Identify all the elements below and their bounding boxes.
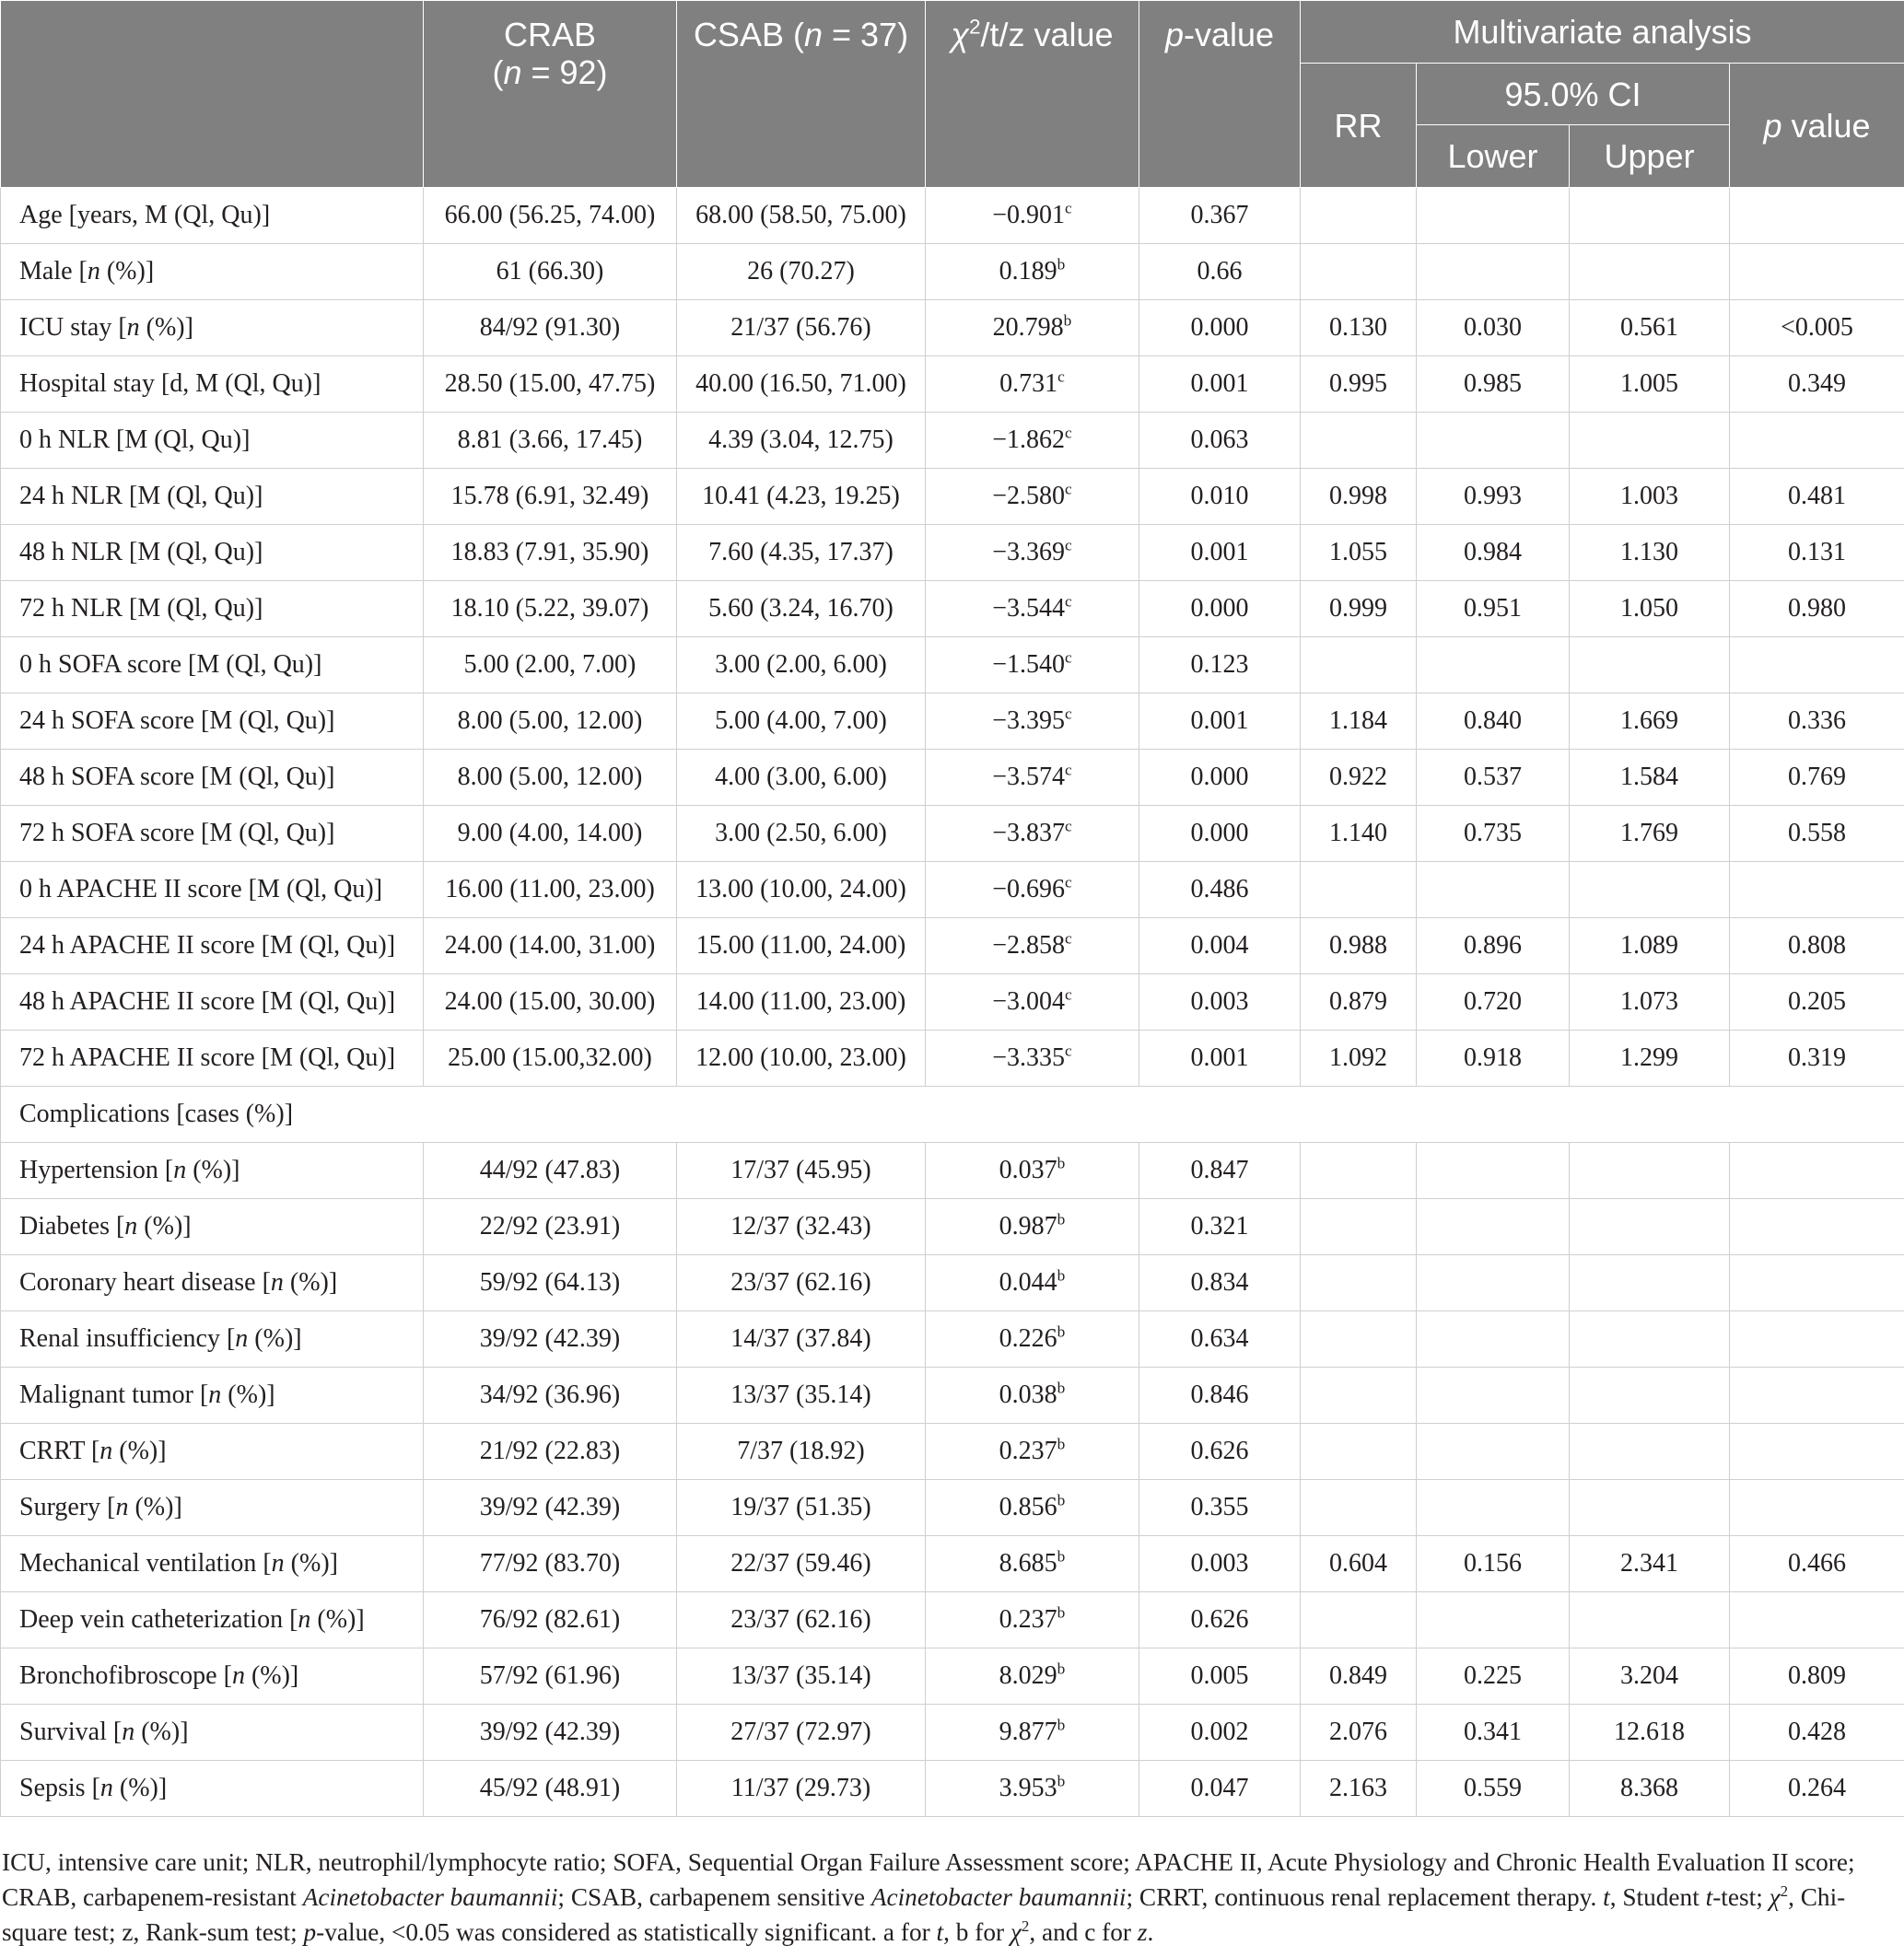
crab-value: 39/92 (42.39) bbox=[424, 1480, 677, 1536]
table-row bbox=[1, 974, 1904, 1031]
p-value: 0.626 bbox=[1139, 1592, 1301, 1648]
crab-value: 39/92 (42.39) bbox=[424, 1705, 677, 1761]
ci-lower-value bbox=[1417, 1255, 1570, 1311]
table-row bbox=[1, 525, 1904, 581]
crab-value: 59/92 (64.13) bbox=[424, 1255, 677, 1311]
row-label: 24 h APACHE II score [M (Ql, Qu)] bbox=[1, 918, 424, 974]
multivariate-p-value: 0.205 bbox=[1730, 974, 1904, 1031]
p-value: 0.626 bbox=[1139, 1424, 1301, 1480]
table-row bbox=[1, 750, 1904, 806]
header-ci-upper: Upper bbox=[1570, 125, 1730, 188]
stat-value: −0.901$^c$ bbox=[926, 188, 1139, 244]
stat-value: 0.189$^b$ bbox=[926, 244, 1139, 300]
csab-value: 3.00 (2.00, 6.00) bbox=[677, 637, 926, 693]
table-footnote: ICU, intensive care unit; NLR, neutrophil/lymphocyte ratio; SOFA, Sequential Organ Failure Assessment score; APACHE II, Acute Physiology and Chronic Health Evaluation II score; CRAB, carbapenem-resistant Acinetobacter baumannii; CSAB, carbapenem sensitive Acinetobacter baumannii; CRRT, continuous renal replacement therapy. t, Student t-test; $\chi^2$, Chi-square test; z, Rank-sum test; p-value, <0.05 was considered as statistically significant. a for t, b for $\chi^2$, and c for z. bbox=[2, 1848, 1855, 1946]
crab-value: 5.00 (2.00, 7.00) bbox=[424, 637, 677, 693]
multivariate-p-value: 0.558 bbox=[1730, 806, 1904, 862]
row-label: 0 h APACHE II score [M (Ql, Qu)] bbox=[1, 862, 424, 918]
p-value: 0.001 bbox=[1139, 1031, 1301, 1087]
csab-value: 22/37 (59.46) bbox=[677, 1536, 926, 1592]
table-row bbox=[1, 1143, 1904, 1199]
rr-value bbox=[1301, 1199, 1417, 1255]
ci-upper-value: 1.584 bbox=[1570, 750, 1730, 806]
ci-lower-value bbox=[1417, 413, 1570, 469]
ci-upper-value: 1.130 bbox=[1570, 525, 1730, 581]
crab-value: 34/92 (36.96) bbox=[424, 1368, 677, 1424]
header-p-value: p-value bbox=[1139, 1, 1301, 188]
row-label: 0 h NLR [M (Ql, Qu)] bbox=[1, 413, 424, 469]
table-row bbox=[1, 1592, 1904, 1648]
ci-upper-value: 1.005 bbox=[1570, 356, 1730, 413]
crab-value: 57/92 (61.96) bbox=[424, 1648, 677, 1705]
rr-value: 0.988 bbox=[1301, 918, 1417, 974]
multivariate-p-value: 0.769 bbox=[1730, 750, 1904, 806]
ci-upper-value: 1.050 bbox=[1570, 581, 1730, 637]
table-row bbox=[1, 918, 1904, 974]
p-value: 0.846 bbox=[1139, 1368, 1301, 1424]
header-crab-name: CRAB bbox=[503, 16, 597, 53]
csab-value: 27/37 (72.97) bbox=[677, 1705, 926, 1761]
stat-value: −3.004$^c$ bbox=[926, 974, 1139, 1031]
multivariate-p-value bbox=[1730, 413, 1904, 469]
header-stat-value: $\chi^2/t/z$ value bbox=[926, 1, 1139, 188]
multivariate-p-value bbox=[1730, 1368, 1904, 1424]
csab-value: 4.39 (3.04, 12.75) bbox=[677, 413, 926, 469]
multivariate-p-value: 0.264 bbox=[1730, 1761, 1904, 1817]
ci-upper-value bbox=[1570, 1311, 1730, 1368]
ci-upper-value: 1.089 bbox=[1570, 918, 1730, 974]
ci-lower-value: 0.840 bbox=[1417, 693, 1570, 750]
table-row bbox=[1, 1536, 1904, 1592]
p-value: 0.486 bbox=[1139, 862, 1301, 918]
section-label: Complications [cases (%)] bbox=[1, 1087, 1904, 1143]
ci-lower-value: 0.985 bbox=[1417, 356, 1570, 413]
p-value: 0.847 bbox=[1139, 1143, 1301, 1199]
ci-upper-value bbox=[1570, 1368, 1730, 1424]
rr-value: 0.604 bbox=[1301, 1536, 1417, 1592]
row-label: Male [n (%)] bbox=[1, 244, 424, 300]
p-value: 0.002 bbox=[1139, 1705, 1301, 1761]
p-value: 0.005 bbox=[1139, 1648, 1301, 1705]
p-value: 0.321 bbox=[1139, 1199, 1301, 1255]
rr-value bbox=[1301, 413, 1417, 469]
table-header bbox=[1, 1, 1904, 188]
rr-value bbox=[1301, 1311, 1417, 1368]
ci-upper-value: 1.299 bbox=[1570, 1031, 1730, 1087]
ci-lower-value: 0.559 bbox=[1417, 1761, 1570, 1817]
header-rr: RR bbox=[1301, 64, 1417, 188]
ci-lower-value bbox=[1417, 1311, 1570, 1368]
ci-upper-value: 2.341 bbox=[1570, 1536, 1730, 1592]
ci-lower-value bbox=[1417, 1199, 1570, 1255]
multivariate-p-value: 0.808 bbox=[1730, 918, 1904, 974]
rr-value bbox=[1301, 188, 1417, 244]
multivariate-p-value: <0.005 bbox=[1730, 300, 1904, 356]
rr-value bbox=[1301, 862, 1417, 918]
stat-value: 0.987$^b$ bbox=[926, 1199, 1139, 1255]
p-value: 0.355 bbox=[1139, 1480, 1301, 1536]
crab-value: 24.00 (14.00, 31.00) bbox=[424, 918, 677, 974]
csab-value: 15.00 (11.00, 24.00) bbox=[677, 918, 926, 974]
csab-value: 13/37 (35.14) bbox=[677, 1648, 926, 1705]
row-label: 24 h SOFA score [M (Ql, Qu)] bbox=[1, 693, 424, 750]
header-ci-lower: Lower bbox=[1417, 125, 1570, 188]
stat-value: 0.731$^c$ bbox=[926, 356, 1139, 413]
ci-lower-value: 0.984 bbox=[1417, 525, 1570, 581]
stat-value: −3.544$^c$ bbox=[926, 581, 1139, 637]
csab-value: 14.00 (11.00, 23.00) bbox=[677, 974, 926, 1031]
ci-upper-value bbox=[1570, 413, 1730, 469]
table-row bbox=[1, 1705, 1904, 1761]
row-label: CRRT [n (%)] bbox=[1, 1424, 424, 1480]
header-crab-n: (n = 92) bbox=[492, 53, 608, 91]
ci-lower-value bbox=[1417, 637, 1570, 693]
table-row bbox=[1, 244, 1904, 300]
row-label: 48 h SOFA score [M (Ql, Qu)] bbox=[1, 750, 424, 806]
header-multivariate-p: p value bbox=[1730, 64, 1904, 188]
p-value: 0.000 bbox=[1139, 581, 1301, 637]
row-label: Survival [n (%)] bbox=[1, 1705, 424, 1761]
csab-value: 7/37 (18.92) bbox=[677, 1424, 926, 1480]
p-value: 0.367 bbox=[1139, 188, 1301, 244]
csab-value: 23/37 (62.16) bbox=[677, 1592, 926, 1648]
ci-lower-value bbox=[1417, 862, 1570, 918]
row-label: Coronary heart disease [n (%)] bbox=[1, 1255, 424, 1311]
ci-upper-value: 1.003 bbox=[1570, 469, 1730, 525]
p-value: 0.010 bbox=[1139, 469, 1301, 525]
crab-value: 76/92 (82.61) bbox=[424, 1592, 677, 1648]
p-value: 0.003 bbox=[1139, 974, 1301, 1031]
csab-value: 12.00 (10.00, 23.00) bbox=[677, 1031, 926, 1087]
table-row bbox=[1, 1761, 1904, 1817]
row-label: Surgery [n (%)] bbox=[1, 1480, 424, 1536]
csab-value: 21/37 (56.76) bbox=[677, 300, 926, 356]
crab-value: 44/92 (47.83) bbox=[424, 1143, 677, 1199]
stat-value: 0.237$^b$ bbox=[926, 1424, 1139, 1480]
table-row bbox=[1, 862, 1904, 918]
rr-value bbox=[1301, 244, 1417, 300]
p-value: 0.001 bbox=[1139, 525, 1301, 581]
table-row bbox=[1, 1480, 1904, 1536]
csab-value: 5.60 (3.24, 16.70) bbox=[677, 581, 926, 637]
stat-value: −3.574$^c$ bbox=[926, 750, 1139, 806]
multivariate-p-value bbox=[1730, 1143, 1904, 1199]
row-label: Deep vein catheterization [n (%)] bbox=[1, 1592, 424, 1648]
table-row bbox=[1, 1311, 1904, 1368]
stat-value: 0.037$^b$ bbox=[926, 1143, 1139, 1199]
crab-value: 8.81 (3.66, 17.45) bbox=[424, 413, 677, 469]
rr-value bbox=[1301, 637, 1417, 693]
multivariate-p-value: 0.481 bbox=[1730, 469, 1904, 525]
rr-value: 1.184 bbox=[1301, 693, 1417, 750]
header-multivariate: Multivariate analysis bbox=[1301, 1, 1904, 64]
stat-value: −3.335$^c$ bbox=[926, 1031, 1139, 1087]
row-label: Diabetes [n (%)] bbox=[1, 1199, 424, 1255]
row-label: 48 h APACHE II score [M (Ql, Qu)] bbox=[1, 974, 424, 1031]
crab-value: 28.50 (15.00, 47.75) bbox=[424, 356, 677, 413]
multivariate-p-value bbox=[1730, 188, 1904, 244]
csab-value: 5.00 (4.00, 7.00) bbox=[677, 693, 926, 750]
rr-value bbox=[1301, 1480, 1417, 1536]
rr-value: 2.163 bbox=[1301, 1761, 1417, 1817]
crab-value: 18.83 (7.91, 35.90) bbox=[424, 525, 677, 581]
ci-lower-value bbox=[1417, 1368, 1570, 1424]
rr-value: 0.999 bbox=[1301, 581, 1417, 637]
stat-value: −2.580$^c$ bbox=[926, 469, 1139, 525]
multivariate-p-value bbox=[1730, 1199, 1904, 1255]
csab-value: 13/37 (35.14) bbox=[677, 1368, 926, 1424]
table-row bbox=[1, 188, 1904, 244]
crab-value: 77/92 (83.70) bbox=[424, 1536, 677, 1592]
ci-lower-value: 0.030 bbox=[1417, 300, 1570, 356]
p-value: 0.000 bbox=[1139, 806, 1301, 862]
ci-lower-value bbox=[1417, 1592, 1570, 1648]
table-row bbox=[1, 1648, 1904, 1705]
stat-value: 8.029$^b$ bbox=[926, 1648, 1139, 1705]
csab-value: 26 (70.27) bbox=[677, 244, 926, 300]
ci-upper-value bbox=[1570, 862, 1730, 918]
row-label: Mechanical ventilation [n (%)] bbox=[1, 1536, 424, 1592]
table-row bbox=[1, 806, 1904, 862]
stat-value: −2.858$^c$ bbox=[926, 918, 1139, 974]
stat-value: −3.395$^c$ bbox=[926, 693, 1139, 750]
rr-value: 2.076 bbox=[1301, 1705, 1417, 1761]
ci-upper-value: 3.204 bbox=[1570, 1648, 1730, 1705]
rr-value bbox=[1301, 1143, 1417, 1199]
ci-upper-value bbox=[1570, 244, 1730, 300]
multivariate-p-value: 0.349 bbox=[1730, 356, 1904, 413]
ci-lower-value bbox=[1417, 1424, 1570, 1480]
table-row bbox=[1, 693, 1904, 750]
stat-value: 20.798$^b$ bbox=[926, 300, 1139, 356]
table-body bbox=[1, 188, 1904, 1817]
stat-value: 3.953$^b$ bbox=[926, 1761, 1139, 1817]
ci-lower-value: 0.537 bbox=[1417, 750, 1570, 806]
ci-upper-value bbox=[1570, 1592, 1730, 1648]
rr-value bbox=[1301, 1424, 1417, 1480]
crab-value: 61 (66.30) bbox=[424, 244, 677, 300]
rr-value: 1.092 bbox=[1301, 1031, 1417, 1087]
ci-lower-value: 0.735 bbox=[1417, 806, 1570, 862]
ci-lower-value: 0.951 bbox=[1417, 581, 1570, 637]
row-label: Bronchofibroscope [n (%)] bbox=[1, 1648, 424, 1705]
ci-upper-value bbox=[1570, 1143, 1730, 1199]
ci-upper-value: 1.073 bbox=[1570, 974, 1730, 1031]
ci-upper-value bbox=[1570, 637, 1730, 693]
csab-value: 17/37 (45.95) bbox=[677, 1143, 926, 1199]
rr-value: 0.922 bbox=[1301, 750, 1417, 806]
multivariate-p-value bbox=[1730, 1255, 1904, 1311]
multivariate-p-value: 0.980 bbox=[1730, 581, 1904, 637]
rr-value bbox=[1301, 1368, 1417, 1424]
crab-value: 39/92 (42.39) bbox=[424, 1311, 677, 1368]
ci-upper-value: 1.669 bbox=[1570, 693, 1730, 750]
multivariate-p-value bbox=[1730, 1424, 1904, 1480]
multivariate-p-value bbox=[1730, 1480, 1904, 1536]
multivariate-p-value bbox=[1730, 1592, 1904, 1648]
table-row bbox=[1, 581, 1904, 637]
row-label: Age [years, M (Ql, Qu)] bbox=[1, 188, 424, 244]
section-row bbox=[1, 1087, 1904, 1143]
row-label: 0 h SOFA score [M (Ql, Qu)] bbox=[1, 637, 424, 693]
table-row bbox=[1, 300, 1904, 356]
row-label: Hospital stay [d, M (Ql, Qu)] bbox=[1, 356, 424, 413]
p-value: 0.003 bbox=[1139, 1536, 1301, 1592]
p-value: 0.063 bbox=[1139, 413, 1301, 469]
stat-value: 0.237$^b$ bbox=[926, 1592, 1139, 1648]
header-variable bbox=[1, 1, 424, 188]
header-csab: CSAB (n = 37) bbox=[677, 1, 926, 188]
p-value: 0.634 bbox=[1139, 1311, 1301, 1368]
crab-value: 84/92 (91.30) bbox=[424, 300, 677, 356]
ci-upper-value: 0.561 bbox=[1570, 300, 1730, 356]
crab-value: 15.78 (6.91, 32.49) bbox=[424, 469, 677, 525]
row-label: ICU stay [n (%)] bbox=[1, 300, 424, 356]
p-value: 0.001 bbox=[1139, 356, 1301, 413]
stat-value: −1.540$^c$ bbox=[926, 637, 1139, 693]
multivariate-p-value bbox=[1730, 862, 1904, 918]
csab-value: 10.41 (4.23, 19.25) bbox=[677, 469, 926, 525]
rr-value: 0.879 bbox=[1301, 974, 1417, 1031]
row-label: 24 h NLR [M (Ql, Qu)] bbox=[1, 469, 424, 525]
multivariate-p-value bbox=[1730, 244, 1904, 300]
rr-value: 0.849 bbox=[1301, 1648, 1417, 1705]
ci-lower-value: 0.896 bbox=[1417, 918, 1570, 974]
rr-value: 0.995 bbox=[1301, 356, 1417, 413]
table-row bbox=[1, 1199, 1904, 1255]
row-label: 72 h NLR [M (Ql, Qu)] bbox=[1, 581, 424, 637]
csab-value: 14/37 (37.84) bbox=[677, 1311, 926, 1368]
multivariate-p-value: 0.428 bbox=[1730, 1705, 1904, 1761]
ci-lower-value bbox=[1417, 244, 1570, 300]
csab-value: 7.60 (4.35, 17.37) bbox=[677, 525, 926, 581]
row-label: Malignant tumor [n (%)] bbox=[1, 1368, 424, 1424]
stat-value: −3.837$^c$ bbox=[926, 806, 1139, 862]
stat-value: 0.038$^b$ bbox=[926, 1368, 1139, 1424]
csab-value: 19/37 (51.35) bbox=[677, 1480, 926, 1536]
table-row bbox=[1, 1424, 1904, 1480]
p-value: 0.123 bbox=[1139, 637, 1301, 693]
ci-upper-value bbox=[1570, 1199, 1730, 1255]
ci-lower-value: 0.341 bbox=[1417, 1705, 1570, 1761]
row-label: Renal insufficiency [n (%)] bbox=[1, 1311, 424, 1368]
crab-value: 45/92 (48.91) bbox=[424, 1761, 677, 1817]
stat-value: 0.226$^b$ bbox=[926, 1311, 1139, 1368]
multivariate-p-value bbox=[1730, 637, 1904, 693]
table-row bbox=[1, 1255, 1904, 1311]
ci-lower-value: 0.156 bbox=[1417, 1536, 1570, 1592]
rr-value: 1.140 bbox=[1301, 806, 1417, 862]
crab-value: 21/92 (22.83) bbox=[424, 1424, 677, 1480]
ci-upper-value: 12.618 bbox=[1570, 1705, 1730, 1761]
csab-value: 68.00 (58.50, 75.00) bbox=[677, 188, 926, 244]
multivariate-p-value: 0.809 bbox=[1730, 1648, 1904, 1705]
multivariate-p-value: 0.131 bbox=[1730, 525, 1904, 581]
stat-value: 9.877$^b$ bbox=[926, 1705, 1139, 1761]
ci-upper-value bbox=[1570, 1480, 1730, 1536]
crab-value: 9.00 (4.00, 14.00) bbox=[424, 806, 677, 862]
crab-value: 22/92 (23.91) bbox=[424, 1199, 677, 1255]
csab-value: 23/37 (62.16) bbox=[677, 1255, 926, 1311]
ci-upper-value: 1.769 bbox=[1570, 806, 1730, 862]
row-label: 72 h SOFA score [M (Ql, Qu)] bbox=[1, 806, 424, 862]
p-value: 0.66 bbox=[1139, 244, 1301, 300]
multivariate-p-value: 0.336 bbox=[1730, 693, 1904, 750]
crab-value: 16.00 (11.00, 23.00) bbox=[424, 862, 677, 918]
header-crab bbox=[424, 1, 677, 188]
csab-value: 13.00 (10.00, 24.00) bbox=[677, 862, 926, 918]
table-row bbox=[1, 1368, 1904, 1424]
rr-value: 0.130 bbox=[1301, 300, 1417, 356]
row-label: 48 h NLR [M (Ql, Qu)] bbox=[1, 525, 424, 581]
crab-value: 66.00 (56.25, 74.00) bbox=[424, 188, 677, 244]
csab-value: 11/37 (29.73) bbox=[677, 1761, 926, 1817]
row-label: Hypertension [n (%)] bbox=[1, 1143, 424, 1199]
ci-lower-value: 0.720 bbox=[1417, 974, 1570, 1031]
stat-value: 0.044$^b$ bbox=[926, 1255, 1139, 1311]
csab-value: 3.00 (2.50, 6.00) bbox=[677, 806, 926, 862]
row-label: Sepsis [n (%)] bbox=[1, 1761, 424, 1817]
crab-value: 8.00 (5.00, 12.00) bbox=[424, 693, 677, 750]
stat-value: 8.685$^b$ bbox=[926, 1536, 1139, 1592]
stat-value: −1.862$^c$ bbox=[926, 413, 1139, 469]
p-value: 0.000 bbox=[1139, 300, 1301, 356]
crab-value: 8.00 (5.00, 12.00) bbox=[424, 750, 677, 806]
csab-value: 12/37 (32.43) bbox=[677, 1199, 926, 1255]
ci-upper-value: 8.368 bbox=[1570, 1761, 1730, 1817]
ci-lower-value bbox=[1417, 1143, 1570, 1199]
ci-lower-value: 0.225 bbox=[1417, 1648, 1570, 1705]
rr-value bbox=[1301, 1255, 1417, 1311]
p-value: 0.004 bbox=[1139, 918, 1301, 974]
table-row bbox=[1, 413, 1904, 469]
ci-upper-value bbox=[1570, 188, 1730, 244]
multivariate-p-value: 0.319 bbox=[1730, 1031, 1904, 1087]
csab-value: 40.00 (16.50, 71.00) bbox=[677, 356, 926, 413]
table-row bbox=[1, 1031, 1904, 1087]
table-row bbox=[1, 356, 1904, 413]
crab-value: 24.00 (15.00, 30.00) bbox=[424, 974, 677, 1031]
p-value: 0.047 bbox=[1139, 1761, 1301, 1817]
ci-lower-value: 0.918 bbox=[1417, 1031, 1570, 1087]
ci-lower-value bbox=[1417, 1480, 1570, 1536]
multivariate-p-value: 0.466 bbox=[1730, 1536, 1904, 1592]
row-label: 72 h APACHE II score [M (Ql, Qu)] bbox=[1, 1031, 424, 1087]
ci-upper-value bbox=[1570, 1255, 1730, 1311]
ci-lower-value: 0.993 bbox=[1417, 469, 1570, 525]
crab-value: 18.10 (5.22, 39.07) bbox=[424, 581, 677, 637]
csab-value: 4.00 (3.00, 6.00) bbox=[677, 750, 926, 806]
header-ci: 95.0% CI bbox=[1417, 64, 1730, 125]
rr-value: 0.998 bbox=[1301, 469, 1417, 525]
p-value: 0.000 bbox=[1139, 750, 1301, 806]
stat-value: 0.856$^b$ bbox=[926, 1480, 1139, 1536]
multivariate-p-value bbox=[1730, 1311, 1904, 1368]
stat-value: −0.696$^c$ bbox=[926, 862, 1139, 918]
p-value: 0.834 bbox=[1139, 1255, 1301, 1311]
rr-value: 1.055 bbox=[1301, 525, 1417, 581]
table-row bbox=[1, 469, 1904, 525]
ci-upper-value bbox=[1570, 1424, 1730, 1480]
ci-lower-value bbox=[1417, 188, 1570, 244]
crab-value: 25.00 (15.00,32.00) bbox=[424, 1031, 677, 1087]
rr-value bbox=[1301, 1592, 1417, 1648]
table-row bbox=[1, 637, 1904, 693]
p-value: 0.001 bbox=[1139, 693, 1301, 750]
stat-value: −3.369$^c$ bbox=[926, 525, 1139, 581]
